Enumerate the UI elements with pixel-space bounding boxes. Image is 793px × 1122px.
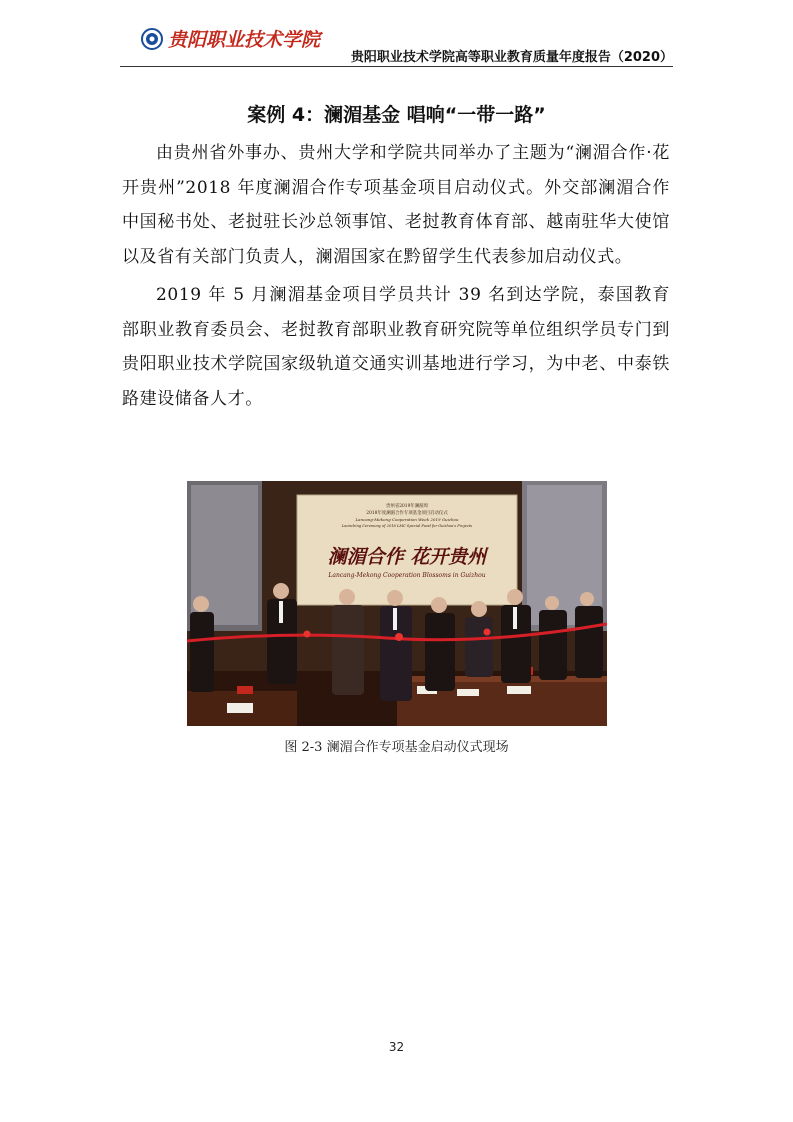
figure-caption: 图 2-3 澜湄合作专项基金启动仪式现场 [284, 740, 509, 755]
page-header [0, 0, 793, 80]
svg-text:2018年度澜湄合作专项基金项目启动仪式: 2018年度澜湄合作专项基金项目启动仪式 [366, 511, 448, 516]
ceremony-photo [187, 481, 607, 726]
logo-calligraphy: 贵阳职业技术学院 [168, 29, 321, 51]
report-title: 贵阳职业技术学院高等职业教育质量年度报告（2020） [350, 50, 673, 65]
svg-text:贵州省2019年澜湄周: 贵州省2019年澜湄周 [386, 504, 428, 509]
page-number: 32 [388, 1040, 405, 1054]
svg-text:澜湄合作 花开贵州: 澜湄合作 花开贵州 [327, 546, 487, 568]
svg-text:Launching Ceremony of 2018 LMC: Launching Ceremony of 2018 LMC Special Fund for Guizhou's Projects [341, 524, 473, 528]
case-title: 案例 4：澜湄基金 唱响“一带一路” [247, 104, 546, 126]
college-logo [140, 26, 330, 52]
case-body [122, 136, 670, 420]
paragraph: 由贵州省外事办、贵州大学和学院共同举办了主题为“澜湄合作·花开贵州”2018 年度澜湄合作专项基金项目启动仪式。外交部澜湄合作中国秘书处、老挝驻长沙总领事馆、老挝教育体育部、越南驻华大使馆以及省有关部门负责人，澜湄国家在黔留学生代表参加启动仪式。 [122, 143, 670, 267]
header-divider [120, 66, 673, 67]
svg-text:Lancang-Mekong Cooperation Blo: Lancang-Mekong Cooperation Blossoms in Guizhou [328, 572, 486, 579]
svg-text:Lancang-Mekong Cooperation Wee: Lancang-Mekong Cooperation Week 2019 Guizhou [355, 517, 459, 522]
ceremony-photo-illustration [187, 481, 607, 726]
paragraph: 2019 年 5 月澜湄基金项目学员共计 39 名到达学院，泰国教育部职业教育委员会、老挝教育部职业教育研究院等单位组织学员专门到贵阳职业技术学院国家级轨道交通实训基地进行学习，为中老、中泰铁路建设储备人才。 [122, 285, 670, 409]
